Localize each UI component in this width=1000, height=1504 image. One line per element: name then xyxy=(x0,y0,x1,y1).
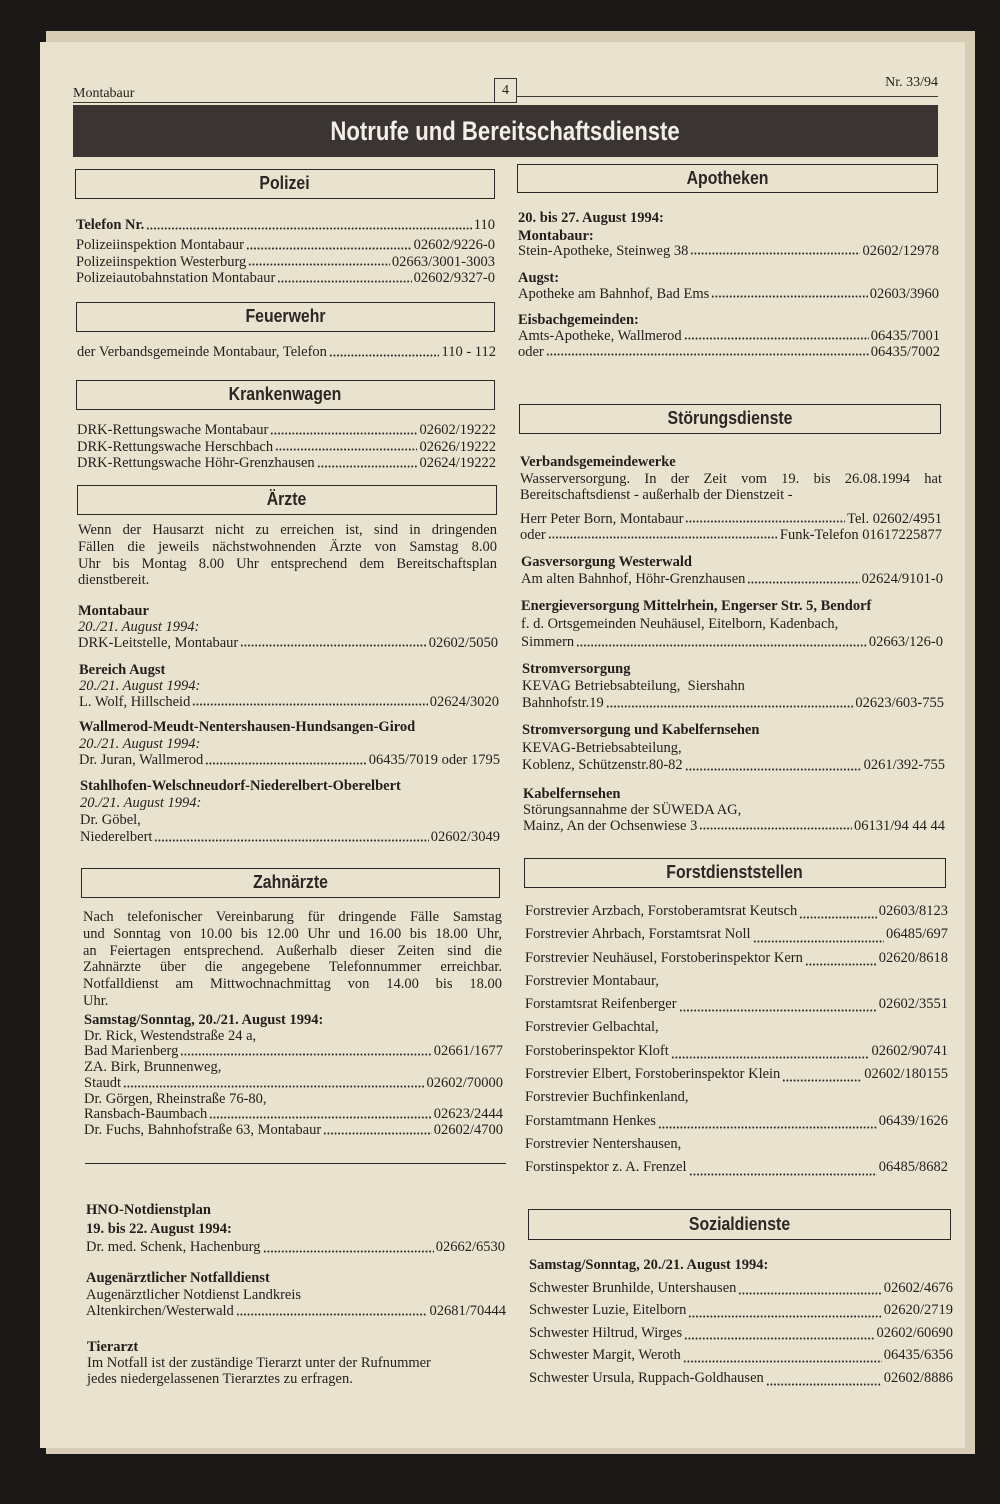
entry-row xyxy=(521,633,943,651)
group-name: Stromversorgung und Kabelfernsehen xyxy=(522,722,760,738)
phone-number: 06435/7001 xyxy=(870,328,940,344)
entry-row xyxy=(76,254,495,271)
group-name: Stromversorgung xyxy=(522,661,631,677)
phone-number: Tel. 02602/4951 xyxy=(847,511,942,527)
paragraph-line: Nach telefonischer Vereinbarung für dringende Fälle Samstag xyxy=(83,909,502,925)
entry-label: Forstoberinspektor Kloft xyxy=(525,1042,669,1059)
entry-row xyxy=(525,1040,948,1063)
entry-row xyxy=(525,1063,948,1086)
entry-row xyxy=(76,237,495,254)
leader-dots xyxy=(688,1315,881,1318)
entry-label: Amts-Apotheke, Wallmerod xyxy=(518,328,682,344)
entry-row xyxy=(529,1299,953,1322)
service-date: Samstag/Sonntag, 20./21. August 1994: xyxy=(529,1257,769,1273)
paragraph-line: Zahnärzte über die angegebene Telefonnummer erreichbar. xyxy=(83,959,502,976)
leader-dots xyxy=(209,1116,432,1119)
phone-number: 02603/8123 xyxy=(878,903,948,919)
phone-number: 02626/19222 xyxy=(419,438,496,455)
area-name: Bereich Augst xyxy=(79,662,166,678)
paragraph-line: Notfalldienst am Mittwochnachmittag von 14.00 bis 18.00 xyxy=(83,976,502,993)
doctor-name: Dr. Rick, Westendstraße 24 a, xyxy=(84,1027,257,1044)
entry-row xyxy=(525,993,948,1016)
entry-label: Koblenz, Schützenstr.80-82 xyxy=(522,757,683,773)
entry-row xyxy=(84,1044,503,1060)
leader-dots xyxy=(689,1173,877,1176)
entry-row xyxy=(77,455,496,472)
entry-label: oder xyxy=(518,344,544,360)
area-name: Stahlhofen-Welschneudorf-Niederelbert-Oberelbert xyxy=(80,778,401,794)
leader-dots xyxy=(329,354,440,357)
entry-row xyxy=(518,328,940,344)
entry-row xyxy=(525,1110,948,1133)
text-line: Störungsannahme der SÜWEDA AG, xyxy=(523,802,742,818)
augen-section xyxy=(86,1270,506,1320)
forest-district: Forstrevier Montabaur, xyxy=(525,972,659,989)
section-heading-text: Sozialdienste xyxy=(688,1214,791,1234)
forest-district: Forstrevier Buchfinkenland, xyxy=(525,1089,689,1106)
entry-row xyxy=(86,1303,506,1320)
leader-dots xyxy=(685,520,845,523)
group-name: Gasversorgung Westerwald xyxy=(521,554,692,570)
entry-label: DRK-Rettungswache Herschbach xyxy=(77,438,274,455)
aerzte-area xyxy=(80,778,500,846)
leader-dots xyxy=(277,280,411,283)
entry-label: oder xyxy=(520,527,546,543)
group-name: Kabelfernsehen xyxy=(523,786,621,802)
aerzte-area xyxy=(78,603,498,651)
section-title: Tierarzt xyxy=(87,1339,139,1355)
hno-section xyxy=(86,1201,505,1257)
phone-number: 02624/3020 xyxy=(429,694,499,710)
entry-label: L. Wolf, Hillscheid xyxy=(79,694,191,710)
section-heading-aerzte xyxy=(77,485,497,515)
text-line: Wasserversorgung. In der Zeit vom 19. bis 26.08.1994 hat xyxy=(520,470,942,487)
section-title: Augenärztlicher Notfalldienst xyxy=(86,1270,270,1286)
entry-row xyxy=(77,439,496,456)
header-rule-right xyxy=(517,96,938,97)
leader-dots xyxy=(205,762,366,765)
phone-number: 02602/3551 xyxy=(878,996,948,1013)
entry-row xyxy=(86,1238,505,1257)
entry-row xyxy=(79,752,500,769)
entry-label: DRK-Rettungswache Höhr-Grenzhausen xyxy=(77,455,315,471)
paragraph-line: Uhr bis Montag 8.00 Uhr entsprechend dem Bereitschaftsplan xyxy=(78,555,497,572)
phone-number: 06435/7019 oder 1795 xyxy=(368,752,500,768)
zahnaerzte-intro xyxy=(83,909,502,1010)
area-date: 20./21. August 1994: xyxy=(78,619,200,635)
entry-row xyxy=(529,1322,953,1345)
entry-row xyxy=(76,217,495,234)
paragraph-line: dienstbereit. xyxy=(78,572,150,589)
section-heading-stoerungsdienste xyxy=(519,404,941,434)
leader-dots xyxy=(683,1360,882,1363)
entry-row xyxy=(525,923,948,946)
text-line: KEVAG-Betriebsabteilung, xyxy=(522,739,682,756)
phone-number: 02663/3001-3003 xyxy=(391,253,495,270)
text-line: Bereitschaftsdienst - außerhalb der Dienstzeit - xyxy=(520,487,793,503)
phone-number: 02602/70000 xyxy=(426,1074,503,1091)
stoerung-group xyxy=(520,454,942,504)
entry-row xyxy=(529,1367,953,1390)
entry-row xyxy=(76,270,495,287)
entry-label: Stein-Apotheke, Steinweg 38 xyxy=(518,243,689,259)
entry-label: Schwester Hiltrud, Wirges xyxy=(529,1324,683,1341)
entry-label: Mainz, An der Ochsenwiese 3 xyxy=(523,818,698,834)
header-rule-left xyxy=(73,102,495,103)
leader-dots xyxy=(146,227,472,230)
entry-row xyxy=(521,571,943,588)
leader-dots xyxy=(799,916,877,919)
page-title-bar xyxy=(73,105,938,157)
area-date: 20./21. August 1994: xyxy=(79,735,201,752)
phone-number: 02602/90741 xyxy=(871,1042,948,1059)
leader-dots xyxy=(805,963,877,966)
leader-dots xyxy=(685,768,862,771)
phone-number: 06485/697 xyxy=(885,926,948,943)
aerzte-intro xyxy=(78,522,497,589)
paragraph-line: Fällen die jeweils nächstwohnenden Ärzte von Samstag 8.00 xyxy=(78,538,497,555)
service-date: 20. bis 27. August 1994: xyxy=(518,210,664,226)
phone-number: 02603/3960 xyxy=(869,285,939,302)
section-heading-text: Polizei xyxy=(259,173,311,193)
entry-row xyxy=(522,695,944,712)
section-heading-text: Apotheken xyxy=(686,168,769,188)
entry-label: Dr. Fuchs, Bahnhofstraße 63, Montabaur xyxy=(84,1121,322,1138)
entry-label: Herr Peter Born, Montabaur xyxy=(520,511,684,527)
paragraph-line: und Sonntag von 10.00 bis 12.00 Uhr und 16.00 bis 18.00 Uhr, xyxy=(83,925,502,942)
section-heading-text: Forstdienststellen xyxy=(666,862,804,882)
leader-dots xyxy=(711,295,867,298)
section-heading-forstdienststellen xyxy=(524,858,946,888)
page-title: Notrufe und Bereitschaftsdienste xyxy=(330,116,681,146)
sozial-list xyxy=(529,1254,953,1390)
entry-row xyxy=(84,1107,503,1123)
leader-dots xyxy=(275,448,417,451)
leader-dots xyxy=(270,432,417,435)
entry-label: Schwester Brunhilde, Untershausen xyxy=(529,1279,737,1296)
entry-label: Dr. med. Schenk, Hachenburg xyxy=(86,1239,261,1255)
group-name: Verbandsgemeindewerke xyxy=(520,454,676,470)
polizei-telefon xyxy=(76,217,495,234)
section-heading-text: Störungsdienste xyxy=(667,408,793,428)
entry-row xyxy=(520,511,942,527)
stoerung-group xyxy=(522,722,945,775)
entry-label: Forstamtmann Henkes xyxy=(525,1112,656,1129)
paragraph-line: Uhr. xyxy=(83,992,109,1009)
phone-number: 02662/6530 xyxy=(435,1239,505,1255)
entry-label: Apotheke am Bahnhof, Bad Ems xyxy=(518,285,710,302)
leader-dots xyxy=(576,644,867,647)
stoerung-group xyxy=(522,661,944,712)
leader-dots xyxy=(684,1337,874,1340)
leader-dots xyxy=(317,465,418,468)
entry-row xyxy=(525,947,948,970)
group-name: Eisbachgemeinden: xyxy=(518,312,639,328)
entry-label: Forstrevier Arzbach, Forstoberamtsrat Keutsch xyxy=(525,903,798,919)
section-heading-krankenwagen xyxy=(76,380,495,410)
entry-label: Bahnhofstr.19 xyxy=(522,695,604,711)
entry-label: Simmern xyxy=(521,634,575,650)
leader-dots xyxy=(658,1126,877,1129)
aerzte-area xyxy=(79,662,499,710)
entry-row xyxy=(77,344,496,361)
leader-dots xyxy=(738,1292,881,1295)
apotheken-date xyxy=(518,210,939,226)
paragraph-line: an Feiertagen entsprechend. Außerhalb dieser Zeiten sind die xyxy=(83,942,502,959)
tierarzt-section xyxy=(87,1339,507,1387)
entry-row xyxy=(77,422,496,439)
phone-number: 0261/392-755 xyxy=(863,757,945,773)
phone-number: 06435/7002 xyxy=(870,344,940,360)
phone-number: 02602/4700 xyxy=(433,1121,503,1138)
section-heading-text: Krankenwagen xyxy=(229,384,342,404)
forst-list xyxy=(525,900,948,1180)
phone-number: 02623/603-755 xyxy=(855,695,944,711)
entry-label: Schwester Ursula, Ruppach-Goldhausen xyxy=(529,1369,764,1386)
entry-row xyxy=(78,635,498,651)
stoerung-group xyxy=(521,554,943,588)
entry-label: Niederelbert xyxy=(80,829,153,845)
apotheken-group xyxy=(518,271,939,302)
phone-number: 06435/6356 xyxy=(883,1347,953,1364)
entry-label: der Verbandsgemeinde Montabaur, Telefon xyxy=(77,344,327,360)
leader-dots xyxy=(699,827,852,830)
phone-number: 02623/2444 xyxy=(433,1106,503,1123)
phone-number: 02602/5050 xyxy=(428,635,498,651)
leader-dots xyxy=(546,353,869,356)
entry-label: Ransbach-Baumbach xyxy=(84,1106,208,1123)
phone-number: 02624/9101-0 xyxy=(861,571,943,587)
phone-number: 02602/12978 xyxy=(862,243,939,259)
leader-dots xyxy=(123,1085,424,1088)
phone-number: 02620/8618 xyxy=(878,949,948,966)
entry-row xyxy=(529,1344,953,1367)
paragraph-line: Wenn der Hausarzt nicht zu erreichen ist, sind in dringenden xyxy=(78,522,497,538)
group-name: Energieversorgung Mittelrhein, Engerser Str. 5, Bendorf xyxy=(521,598,872,614)
phone-number: 02602/9226-0 xyxy=(413,237,495,253)
doctor-name: Dr. Görgen, Rheinstraße 76-80, xyxy=(84,1090,267,1107)
apotheken-group xyxy=(518,312,940,360)
entry-row xyxy=(520,527,942,543)
leader-dots xyxy=(263,1250,434,1253)
entry-label: Am alten Bahnhof, Höhr-Grenzhausen xyxy=(521,571,746,587)
entry-row xyxy=(522,757,945,775)
leader-dots xyxy=(548,536,778,539)
phone-number: 02602/8886 xyxy=(883,1369,953,1386)
issue-number: Nr. 33/94 xyxy=(885,75,938,90)
leader-dots xyxy=(684,337,869,340)
apotheken-group xyxy=(518,229,939,259)
phone-number: 06131/94 44 44 xyxy=(853,818,945,834)
phone-number: 02663/126-0 xyxy=(868,634,943,650)
leader-dots xyxy=(782,1079,862,1082)
leader-dots xyxy=(154,839,428,842)
group-name: Montabaur: xyxy=(518,228,594,244)
phone-number: 02624/19222 xyxy=(419,455,496,471)
entry-label: Polizeiautobahnstation Montabaur xyxy=(76,270,276,286)
section-heading-text: Feuerwehr xyxy=(245,306,326,326)
phone-number: 110 xyxy=(473,217,495,233)
leader-dots xyxy=(747,581,859,584)
service-date: Samstag/Sonntag, 20./21. August 1994: xyxy=(84,1012,324,1028)
leader-dots xyxy=(323,1132,432,1135)
phone-number: 110 - 112 xyxy=(441,344,496,360)
polizei-list xyxy=(76,237,495,287)
group-name: Augst: xyxy=(518,270,560,286)
section-heading-polizei xyxy=(75,169,495,199)
feuerwehr-entry xyxy=(77,344,496,361)
divider xyxy=(85,1163,506,1164)
entry-label: Forstrevier Ahrbach, Forstamtsrat Noll xyxy=(525,926,751,943)
entry-row xyxy=(84,1123,503,1139)
text-line: Im Notfall ist der zuständige Tierarzt unter der Rufnummer xyxy=(87,1355,431,1371)
stoerung-contacts xyxy=(520,511,942,543)
leader-dots xyxy=(671,1056,870,1059)
leader-dots xyxy=(240,644,426,647)
section-heading-zahnaerzte xyxy=(81,868,500,898)
entry-label: Altenkirchen/Westerwald xyxy=(86,1303,234,1319)
entry-row xyxy=(80,829,500,846)
entry-row xyxy=(529,1277,953,1300)
entry-label: Forstrevier Elbert, Forstoberinspektor Klein xyxy=(525,1066,781,1083)
leader-dots xyxy=(606,705,854,708)
entry-label: Forstrevier Neuhäusel, Forstoberinspektor Kern xyxy=(525,949,803,966)
phone-number: 02681/70444 xyxy=(429,1303,506,1319)
entry-label: Polizeiinspektion Montabaur xyxy=(76,237,244,253)
phone-number: Funk-Telefon 01617225877 xyxy=(779,527,942,543)
leader-dots xyxy=(180,1053,431,1056)
section-heading-sozialdienste xyxy=(528,1209,951,1240)
section-title: HNO-Notdienstplan xyxy=(86,1202,211,1218)
phone-number: 06485/8682 xyxy=(878,1159,948,1176)
entry-label: DRK-Rettungswache Montabaur xyxy=(77,422,269,438)
entry-label: Schwester Luzie, Eitelborn xyxy=(529,1302,687,1319)
header-place: Montabaur xyxy=(73,86,135,101)
entry-row xyxy=(518,244,939,259)
text-line: f. d. Ortsgemeinden Neuhäusel, Eitelborn, Kadenbach, xyxy=(521,616,839,632)
phone-number: 02602/9327-0 xyxy=(413,270,495,286)
entry-row xyxy=(523,818,945,834)
section-heading-feuerwehr xyxy=(76,302,495,332)
entry-row xyxy=(525,900,948,923)
forest-district: Forstrevier Nentershausen, xyxy=(525,1135,682,1152)
stoerung-group xyxy=(523,786,945,834)
leader-dots xyxy=(236,1313,428,1316)
section-heading-text: Zahnärzte xyxy=(253,872,328,892)
page-number: 4 xyxy=(494,78,517,103)
leader-dots xyxy=(679,1009,877,1012)
area-date: 20./21. August 1994: xyxy=(79,678,201,694)
text-line: jedes niedergelassenen Tierarztes zu erfragen. xyxy=(87,1371,353,1387)
service-date: 19. bis 22. August 1994: xyxy=(86,1220,232,1237)
entry-label: Polizeiinspektion Westerburg xyxy=(76,253,247,270)
area-name: Montabaur xyxy=(78,603,149,619)
entry-row xyxy=(518,344,940,360)
entry-label: Telefon Nr. xyxy=(76,217,145,233)
krankenwagen-list xyxy=(77,422,496,472)
phone-number: 02602/3049 xyxy=(430,829,500,845)
doctor-name: ZA. Birk, Brunnenweg, xyxy=(84,1059,222,1076)
leader-dots xyxy=(248,263,390,266)
text-line: KEVAG Betriebsabteilung, Siershahn xyxy=(522,678,745,694)
entry-label: Bad Marienberg xyxy=(84,1043,179,1060)
doctor-name: Dr. Göbel, xyxy=(80,812,141,828)
phone-number: 06439/1626 xyxy=(878,1112,948,1129)
phone-number: 02602/60690 xyxy=(876,1324,953,1341)
zahnaerzte-list xyxy=(84,1013,503,1139)
entry-label: DRK-Leitstelle, Montabaur xyxy=(78,635,239,651)
leader-dots xyxy=(766,1383,882,1386)
entry-label: Forstinspektor z. A. Frenzel xyxy=(525,1159,687,1176)
aerzte-area xyxy=(79,719,500,769)
entry-row xyxy=(84,1076,503,1092)
section-heading-apotheken xyxy=(517,164,938,193)
leader-dots xyxy=(192,703,427,706)
entry-label: Dr. Juran, Wallmerod xyxy=(79,752,204,768)
area-date: 20./21. August 1994: xyxy=(80,795,202,811)
section-heading-text: Ärzte xyxy=(267,489,307,509)
entry-label: Staudt xyxy=(84,1074,122,1091)
leader-dots xyxy=(690,252,860,255)
area-name: Wallmerod-Meudt-Nentershausen-Hundsangen-Girod xyxy=(79,719,416,735)
entry-row xyxy=(518,287,939,303)
entry-row xyxy=(79,694,499,710)
leader-dots xyxy=(246,247,412,250)
phone-number: 02602/180155 xyxy=(864,1066,948,1083)
entry-row xyxy=(525,1156,948,1179)
leader-dots xyxy=(753,940,884,943)
entry-label: Schwester Margit, Weroth xyxy=(529,1347,681,1364)
phone-number: 02620/2719 xyxy=(883,1302,953,1319)
text-line: Augenärztlicher Notdienst Landkreis xyxy=(86,1286,302,1303)
stoerung-group xyxy=(521,597,943,651)
phone-number: 02602/19222 xyxy=(419,422,496,438)
phone-number: 02661/1677 xyxy=(433,1043,503,1060)
entry-label: Forstamtsrat Reifenberger xyxy=(525,996,677,1013)
phone-number: 02602/4676 xyxy=(883,1279,953,1296)
forest-district: Forstrevier Gelbachtal, xyxy=(525,1019,659,1036)
